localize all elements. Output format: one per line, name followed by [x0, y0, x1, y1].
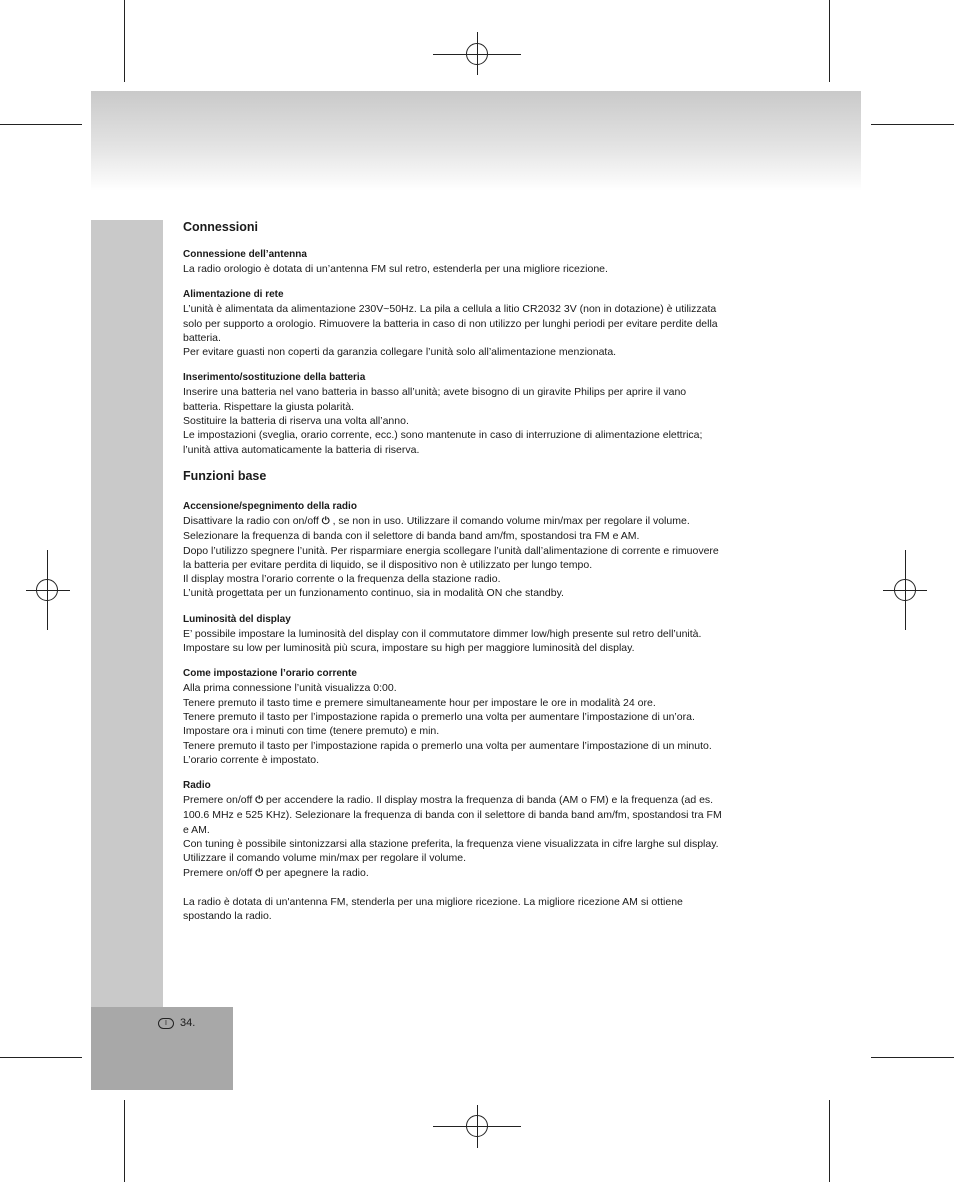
crop-mark — [124, 1100, 125, 1182]
text-line: Tenere premuto il tasto per l’impostazione rapida o premerlo una volta per aumentare l’impostazione di un minuto. — [183, 739, 712, 752]
text-line: Utilizzare il comando volume min/max per regolare il volume. — [183, 852, 467, 865]
subsection-antenna — [183, 248, 783, 276]
text-line: La radio è dotata di un'antenna FM, stenderla per una migliore ricezione. La migliore ricezione AM si ottiene — [183, 895, 683, 908]
text-line: batteria. Rispettare la giusta polarità. — [183, 400, 355, 413]
text-line: Sostituire la batteria di riserva una volta all’anno. — [183, 415, 409, 428]
crop-mark — [0, 1057, 82, 1058]
crop-mark — [871, 124, 954, 125]
text-line — [183, 793, 783, 808]
text-line: l’unità attiva automaticamente la batteria di riserva. — [183, 443, 420, 456]
heading-antenna: Connessione dell’antenna — [183, 249, 307, 260]
text-line: 100.6 MHz e 525 KHz). Selezionare la frequenza di banda con il selettore di banda band am/fm, spostandosi tra FM — [183, 809, 722, 822]
crop-mark — [829, 1100, 830, 1182]
text-line: E’ possibile impostare la luminosità del display con il commutatore dimmer low/high presente sul retro dell’unità. — [183, 627, 702, 640]
heading-accensione: Accensione/spegnimento della radio — [183, 500, 357, 512]
section-title-connessioni: Connessioni — [183, 220, 259, 234]
text-fragment: per apegnere la radio. — [266, 866, 369, 879]
crosshair-icon — [894, 579, 916, 601]
crop-mark — [829, 0, 830, 82]
text-fragment: Premere on/off — [183, 866, 253, 879]
page-number-text: 34. — [180, 1017, 196, 1029]
text-line: e AM. — [183, 823, 210, 836]
text-line: L’unità progettata per un funzionamento continuo, sia in modalità ON che standby. — [183, 587, 564, 600]
text-line — [183, 514, 783, 529]
subsection-radio — [183, 779, 783, 923]
subsection-batteria — [183, 371, 783, 456]
power-icon: ⏻ — [255, 795, 264, 807]
text-line: Dopo l’utilizzo spegnere l’unità. Per risparmiare energia scollegare l’unità dall’alimentazione di corrente e rimuovere — [183, 544, 719, 557]
text-line: La radio orologio è dotata di un’antenna FM sul retro, estenderla per una migliore ricezione. — [183, 263, 608, 275]
power-icon: ⏻ — [255, 867, 264, 879]
text-line: Per evitare guasti non coperti da garanzia collegare l’unità solo all’alimentazione menzionata. — [183, 346, 617, 359]
text-fragment: Premere on/off — [183, 794, 253, 807]
text-fragment: Disattivare la radio con on/off — [183, 514, 319, 527]
text-line: Le impostazioni (sveglia, orario corrente, ecc.) sono mantenute in caso di interruzione di alimentazione elettrica; — [183, 429, 703, 442]
crop-mark — [0, 124, 82, 125]
subsection-orario — [183, 667, 783, 767]
text-line: Selezionare la frequenza di banda con il selettore di banda band am/fm, spostandosi tra FM e AM. — [183, 530, 640, 543]
text-line: Il display mostra l’orario corrente o la frequenza della stazione radio. — [183, 573, 501, 586]
spacer — [183, 881, 783, 895]
crosshair-icon — [36, 579, 58, 601]
text-line: la batteria per evitare perdita di liquido, se il dispositivo non è utilizzato per lungo tempo. — [183, 558, 593, 571]
text-line: Alla prima connessione l’unità visualizza 0:00. — [183, 682, 397, 695]
heading-radio: Radio — [183, 780, 211, 792]
heading-batteria: Inserimento/sostituzione della batteria — [183, 372, 366, 384]
page-number — [158, 1017, 195, 1029]
text-fragment: per accendere la radio. Il display mostra la frequenza di banda (AM o FM) e la frequenza (ad es. — [266, 794, 714, 807]
subsection-luminosita — [183, 613, 783, 656]
text-line: solo per supporto a orologio. Rimuovere la batteria in caso di non utilizzo per lunghi periodi per evitare perdite della — [183, 317, 718, 330]
crop-mark — [871, 1057, 954, 1058]
side-bar — [91, 220, 163, 1007]
text-line: spostando la radio. — [183, 910, 272, 923]
power-icon: ⏻ — [321, 515, 330, 527]
text-line: Con tuning è possibile sintonizzarsi alla stazione preferita, la frequenza viene visualizzata in cifre larghe sul display. — [183, 838, 719, 851]
text-line: Inserire una batteria nel vano batteria in basso all’unità; avete bisogno di un giravite Philips per aprire il vano — [183, 386, 687, 399]
page-content — [183, 220, 783, 936]
text-line: Tenere premuto il tasto time e premere simultaneamente hour per impostare le ore in modalità 24 ore. — [183, 696, 656, 709]
heading-rete: Alimentazione di rete — [183, 289, 284, 301]
text-line — [183, 866, 783, 881]
crosshair-icon — [466, 43, 488, 65]
text-line: L’orario corrente è impostato. — [183, 753, 319, 766]
text-fragment: , se non in uso. Utilizzare il comando volume min/max per regolare il volume. — [332, 514, 690, 527]
heading-luminosita: Luminosità del display — [183, 613, 291, 625]
crosshair-icon — [466, 1115, 488, 1137]
text-line: Tenere premuto il tasto per l’impostazione rapida o premerlo una volta per aumentare l’impostazione di un’ora. — [183, 710, 695, 723]
text-line: Impostare su low per luminosità più scura, impostare su high per maggiore luminosità del display. — [183, 642, 635, 655]
heading-orario: Come impostazione l’orario corrente — [183, 668, 357, 680]
text-line: batteria. — [183, 331, 221, 344]
header-band — [91, 91, 861, 191]
language-badge: I — [158, 1018, 174, 1029]
subsection-rete — [183, 288, 783, 359]
subsection-accensione — [183, 500, 783, 601]
section-title-funzioni: Funzioni base — [183, 468, 267, 483]
crop-mark — [124, 0, 125, 82]
text-line: L’unità è alimentata da alimentazione 230V~50Hz. La pila a cellula a litio CR2032 3V (non in dotazione) è utilizzata — [183, 303, 717, 316]
text-line: Impostare ora i minuti con time (tenere premuto) e min. — [183, 725, 440, 738]
